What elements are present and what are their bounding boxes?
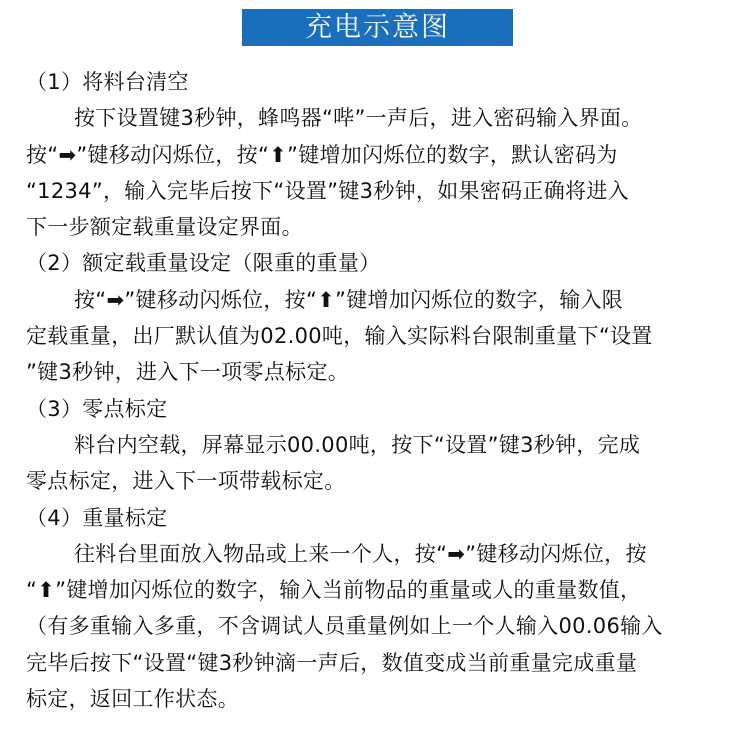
step-4-heading: （4）重量标定 — [26, 505, 168, 530]
paragraph-line: “1234”，输入完毕后按下“设置”键3秒钟，如果密码正确将进入 — [26, 178, 629, 203]
paragraph-line: 标定，返回工作状态。 — [26, 687, 239, 712]
paragraph-line: 按“➡”键移动闪烁位，按“⬆”键增加闪烁位的数字，默认密码为 — [26, 142, 618, 167]
paragraph-line: 往料台里面放入物品或上来一个人，按“➡”键移动闪烁位，按 — [74, 541, 647, 566]
step-2-heading: （2）额定载重量设定（限重的重量） — [26, 251, 381, 276]
paragraph-line: 料台内空载，屏幕显示00.00吨，按下“设置”键3秒钟，完成 — [74, 432, 641, 457]
paragraph-line: 按“➡”键移动闪烁位，按“⬆”键增加闪烁位的数字，输入限 — [74, 287, 624, 312]
step-1-heading: （1）将料台清空 — [26, 70, 189, 94]
paragraph-line: 零点标定，进入下一项带载标定。 — [26, 469, 346, 494]
paragraph-line: 完毕后按下“设置“键3秒钟滴一声后，数值变成当前重量完成重量 — [26, 650, 638, 675]
paragraph-line: 按下设置键3秒钟，蜂鸣器“哔”一声后，进入密码输入界面。 — [74, 106, 643, 131]
paragraph-line: “⬆”键增加闪烁位的数字，输入当前物品的重量或人的重量数值， — [26, 578, 642, 603]
paragraph-line: （有多重输入多重，不含调试人员重量例如上一个人输入00.06输入 — [26, 614, 663, 639]
instruction-body — [26, 64, 746, 717]
page-title: 充电示意图 — [242, 9, 513, 46]
paragraph-line: 定载重量，出厂默认值为02.00吨，输入实际料台限制重量下“设置 — [26, 324, 653, 349]
paragraph-line: 下一步额定载重量设定界面。 — [26, 215, 303, 240]
paragraph-line: ”键3秒钟，进入下一项零点标定。 — [26, 360, 350, 385]
step-3-heading: （3）零点标定 — [26, 396, 168, 421]
